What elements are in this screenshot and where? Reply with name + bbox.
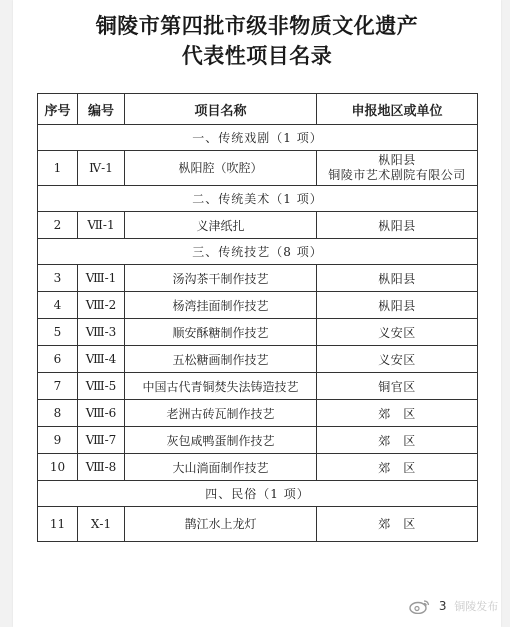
- table-row: [38, 346, 478, 373]
- row-unit: 铜官区: [317, 373, 478, 400]
- col-header-name: 项目名称: [125, 94, 317, 125]
- row-no: 5: [38, 319, 78, 346]
- document-title-line-2: 代表性项目名录: [181, 44, 333, 68]
- row-code: Ⅷ-2: [78, 292, 125, 319]
- row-name: 枞阳腔（吹腔）: [125, 151, 317, 186]
- category-row: [38, 125, 478, 151]
- row-unit: 郊 区: [317, 427, 478, 454]
- row-no: 7: [38, 373, 78, 400]
- row-no: 4: [38, 292, 78, 319]
- row-unit: 枞阳县: [317, 265, 478, 292]
- table-row: [38, 454, 478, 481]
- category-label: 二、传统美术（1 项）: [38, 186, 478, 212]
- table-row: [38, 319, 478, 346]
- heritage-roster-table: [37, 93, 478, 542]
- row-code: Ⅷ-5: [78, 373, 125, 400]
- table-row: [38, 507, 478, 542]
- table-row: [38, 212, 478, 239]
- row-code: Ⅷ-3: [78, 319, 125, 346]
- col-header-code: 编号: [78, 94, 125, 125]
- row-unit: 义安区: [317, 346, 478, 373]
- row-unit: [317, 151, 478, 186]
- row-code: Ⅶ-1: [78, 212, 125, 239]
- row-no: 6: [38, 346, 78, 373]
- document-page: [13, 0, 501, 627]
- document-title-line-1: 铜陵市第四批市级非物质文化遗产: [95, 14, 419, 38]
- row-code: Ⅳ-1: [78, 151, 125, 186]
- row-no: 1: [38, 151, 78, 186]
- row-no: 9: [38, 427, 78, 454]
- row-unit: 枞阳县: [317, 212, 478, 239]
- row-name: 老洲古砖瓦制作技艺: [125, 400, 317, 427]
- watermark-text: 铜陵发布: [454, 600, 499, 613]
- category-label: 四、民俗（1 项）: [38, 481, 478, 507]
- table-row: [38, 151, 478, 186]
- table-row: [38, 400, 478, 427]
- table-row: [38, 265, 478, 292]
- row-unit-line-2: 铜陵市艺术剧院有限公司: [328, 168, 466, 182]
- row-unit: 郊 区: [317, 507, 478, 542]
- row-unit: 郊 区: [317, 400, 478, 427]
- category-row: [38, 186, 478, 212]
- table-header-row: [38, 94, 478, 125]
- row-code: Ⅷ-4: [78, 346, 125, 373]
- row-code: Ⅷ-1: [78, 265, 125, 292]
- category-label: 三、传统技艺（8 项）: [38, 239, 478, 265]
- row-no: 11: [38, 507, 78, 542]
- row-unit: 郊 区: [317, 454, 478, 481]
- row-name: 中国古代青铜焚失法铸造技艺: [125, 373, 317, 400]
- row-unit: 义安区: [317, 319, 478, 346]
- row-name: 灰包咸鸭蛋制作技艺: [125, 427, 317, 454]
- table-row: [38, 292, 478, 319]
- row-code: Ⅷ-8: [78, 454, 125, 481]
- row-unit: 枞阳县: [317, 292, 478, 319]
- row-name: 杨湾挂面制作技艺: [125, 292, 317, 319]
- table-row: [38, 427, 478, 454]
- col-header-no: 序号: [38, 94, 78, 125]
- row-name: 顺安酥糖制作技艺: [125, 319, 317, 346]
- category-label: 一、传统戏剧（1 项）: [38, 125, 478, 151]
- category-row: [38, 481, 478, 507]
- table-row: [38, 373, 478, 400]
- row-code: Ⅷ-6: [78, 400, 125, 427]
- row-name: 五松糖画制作技艺: [125, 346, 317, 373]
- row-code: Ⅹ-1: [78, 507, 125, 542]
- row-code: Ⅷ-7: [78, 427, 125, 454]
- row-no: 2: [38, 212, 78, 239]
- row-no: 8: [38, 400, 78, 427]
- row-name: 汤沟茶干制作技艺: [125, 265, 317, 292]
- col-header-unit: 申报地区或单位: [317, 94, 478, 125]
- row-no: 10: [38, 454, 78, 481]
- row-name: 大山淌面制作技艺: [125, 454, 317, 481]
- row-name: 鹊江水上龙灯: [125, 507, 317, 542]
- page-number: 3: [438, 599, 447, 613]
- row-name: 义津纸扎: [125, 212, 317, 239]
- row-no: 3: [38, 265, 78, 292]
- weibo-icon: [409, 598, 431, 614]
- category-row: [38, 239, 478, 265]
- footer-watermark: [409, 598, 509, 620]
- row-unit-line-1: 枞阳县: [378, 153, 416, 167]
